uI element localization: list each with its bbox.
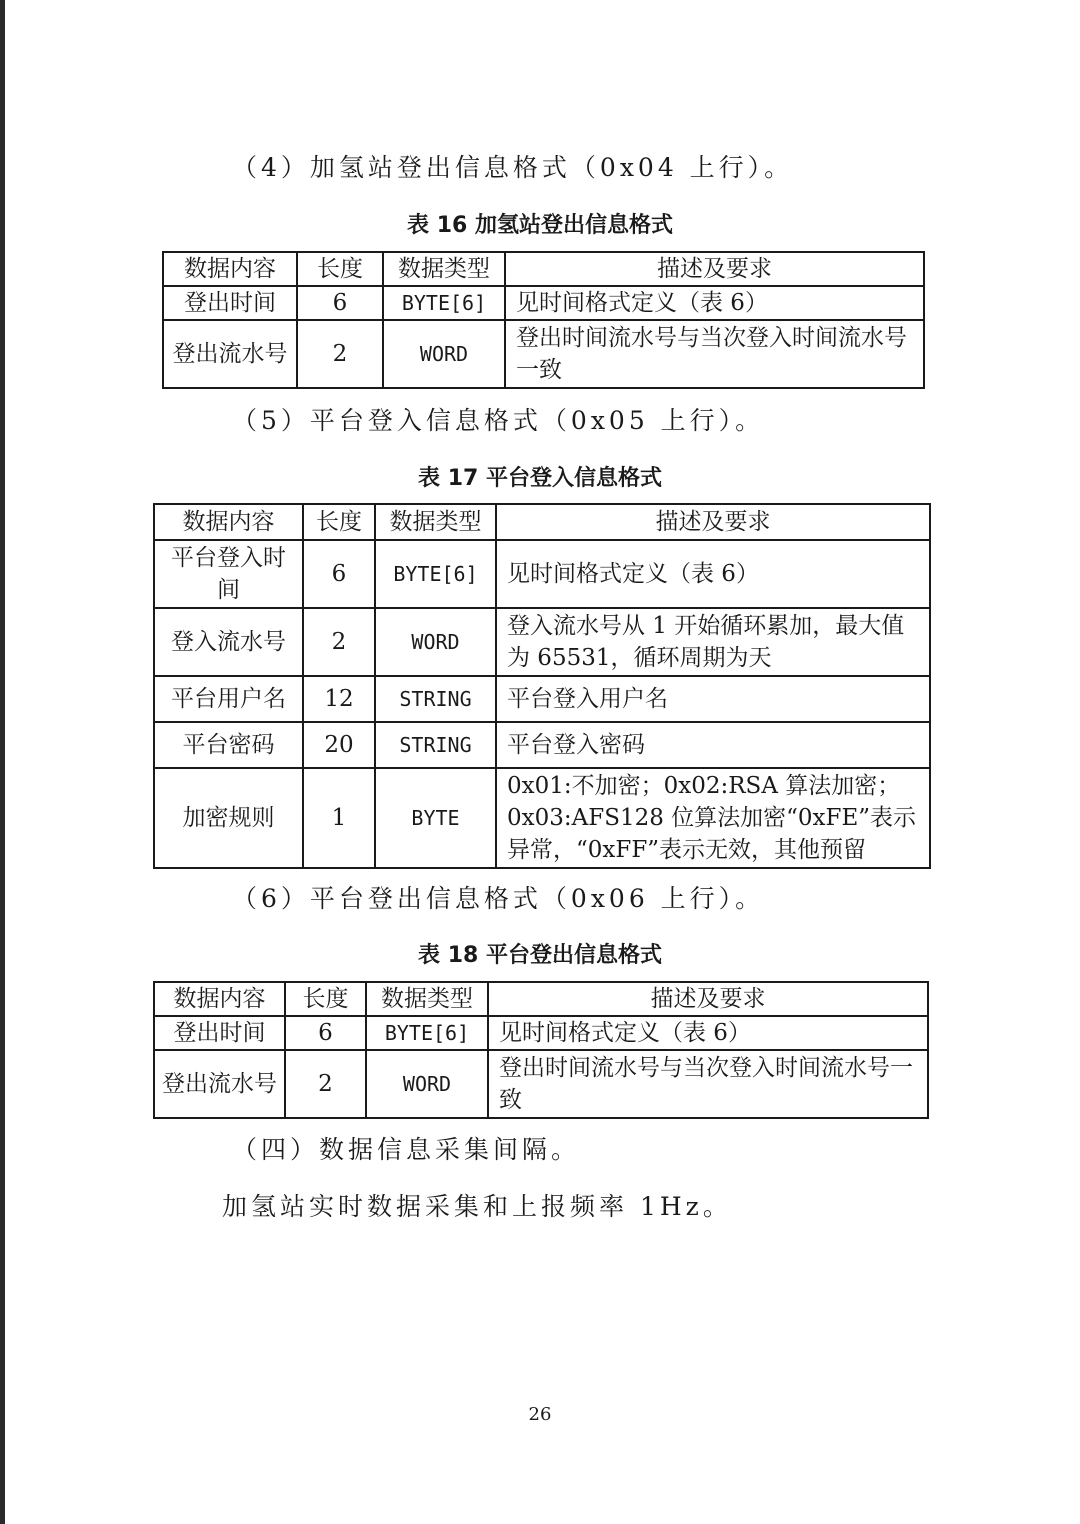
section-heading-5: （5）平台登入信息格式（0x05 上行）。 bbox=[232, 406, 765, 435]
table-cell: 平台登入用户名 bbox=[496, 676, 930, 722]
table-cell: 登出时间 bbox=[154, 1016, 285, 1050]
table-18-caption: 表 18 平台登出信息格式 bbox=[418, 943, 662, 968]
table-row bbox=[154, 540, 930, 608]
table-header-row bbox=[154, 504, 930, 540]
table-cell: 平台密码 bbox=[154, 722, 303, 768]
table-cell: 平台登入时间 bbox=[154, 540, 303, 608]
table-row bbox=[154, 1016, 928, 1050]
table-cell: 登出流水号 bbox=[154, 1050, 285, 1118]
table-cell: 2 bbox=[297, 320, 383, 388]
table-row bbox=[154, 1050, 928, 1118]
table-cell: 登出流水号 bbox=[163, 320, 297, 388]
table-cell: 平台用户名 bbox=[154, 676, 303, 722]
table-cell: 6 bbox=[297, 286, 383, 320]
table-cell: WORD bbox=[366, 1050, 488, 1118]
table-cell: BYTE[6] bbox=[375, 540, 496, 608]
body-paragraph: 加氢站实时数据采集和上报频率 1Hz。 bbox=[222, 1192, 732, 1221]
table-16-caption: 表 16 加氢站登出信息格式 bbox=[407, 213, 673, 238]
table-cell: 6 bbox=[303, 540, 375, 608]
header-cell: 数据内容 bbox=[154, 982, 285, 1016]
table-cell: WORD bbox=[375, 608, 496, 676]
table-cell: 2 bbox=[303, 608, 375, 676]
header-cell: 数据类型 bbox=[366, 982, 488, 1016]
table-header-row bbox=[163, 252, 924, 286]
table-cell: 见时间格式定义（表 6） bbox=[496, 540, 930, 608]
table-row bbox=[154, 676, 930, 722]
table-16 bbox=[162, 251, 925, 389]
table-cell: 登出时间流水号与当次登入时间流水号一致 bbox=[505, 320, 924, 388]
table-header-row bbox=[154, 982, 928, 1016]
table-cell: 见时间格式定义（表 6） bbox=[505, 286, 924, 320]
header-cell: 描述及要求 bbox=[505, 252, 924, 286]
table-cell: STRING bbox=[375, 676, 496, 722]
section-heading-4: （4）加氢站登出信息格式（0x04 上行）。 bbox=[232, 153, 794, 182]
table-cell: 12 bbox=[303, 676, 375, 722]
table-cell: 见时间格式定义（表 6） bbox=[488, 1016, 928, 1050]
header-cell: 数据内容 bbox=[154, 504, 303, 540]
table-row bbox=[163, 320, 924, 388]
table-cell: STRING bbox=[375, 722, 496, 768]
table-cell: 平台登入密码 bbox=[496, 722, 930, 768]
table-row bbox=[154, 768, 930, 868]
table-cell: 1 bbox=[303, 768, 375, 868]
table-cell: 登出时间流水号与当次登入时间流水号一致 bbox=[488, 1050, 928, 1118]
header-cell: 数据内容 bbox=[163, 252, 297, 286]
table-cell: BYTE[6] bbox=[366, 1016, 488, 1050]
table-cell: 登入流水号 bbox=[154, 608, 303, 676]
table-row bbox=[163, 286, 924, 320]
header-cell: 长度 bbox=[303, 504, 375, 540]
table-cell: 加密规则 bbox=[154, 768, 303, 868]
header-cell: 长度 bbox=[285, 982, 366, 1016]
section-heading-four: （四）数据信息采集间隔。 bbox=[232, 1135, 581, 1164]
table-row bbox=[154, 608, 930, 676]
header-cell: 描述及要求 bbox=[488, 982, 928, 1016]
table-17 bbox=[153, 503, 931, 869]
table-cell: 登出时间 bbox=[163, 286, 297, 320]
table-cell: BYTE[6] bbox=[383, 286, 505, 320]
table-cell: 20 bbox=[303, 722, 375, 768]
header-cell: 数据类型 bbox=[383, 252, 505, 286]
header-cell: 数据类型 bbox=[375, 504, 496, 540]
table-cell: 登入流水号从 1 开始循环累加，最大值为 65531，循环周期为天 bbox=[496, 608, 930, 676]
header-cell: 长度 bbox=[297, 252, 383, 286]
page-number: 26 bbox=[528, 1404, 552, 1425]
table-cell: 0x01:不加密；0x02:RSA 算法加密；0x03:AFS128 位算法加密“0xFE”表示异常，“0xFF”表示无效，其他预留 bbox=[496, 768, 930, 868]
table-17-caption: 表 17 平台登入信息格式 bbox=[418, 466, 662, 491]
section-heading-6: （6）平台登出信息格式（0x06 上行）。 bbox=[232, 884, 765, 913]
table-row bbox=[154, 722, 930, 768]
table-cell: BYTE bbox=[375, 768, 496, 868]
table-18 bbox=[153, 981, 929, 1119]
table-cell: WORD bbox=[383, 320, 505, 388]
table-cell: 2 bbox=[285, 1050, 366, 1118]
table-cell: 6 bbox=[285, 1016, 366, 1050]
header-cell: 描述及要求 bbox=[496, 504, 930, 540]
